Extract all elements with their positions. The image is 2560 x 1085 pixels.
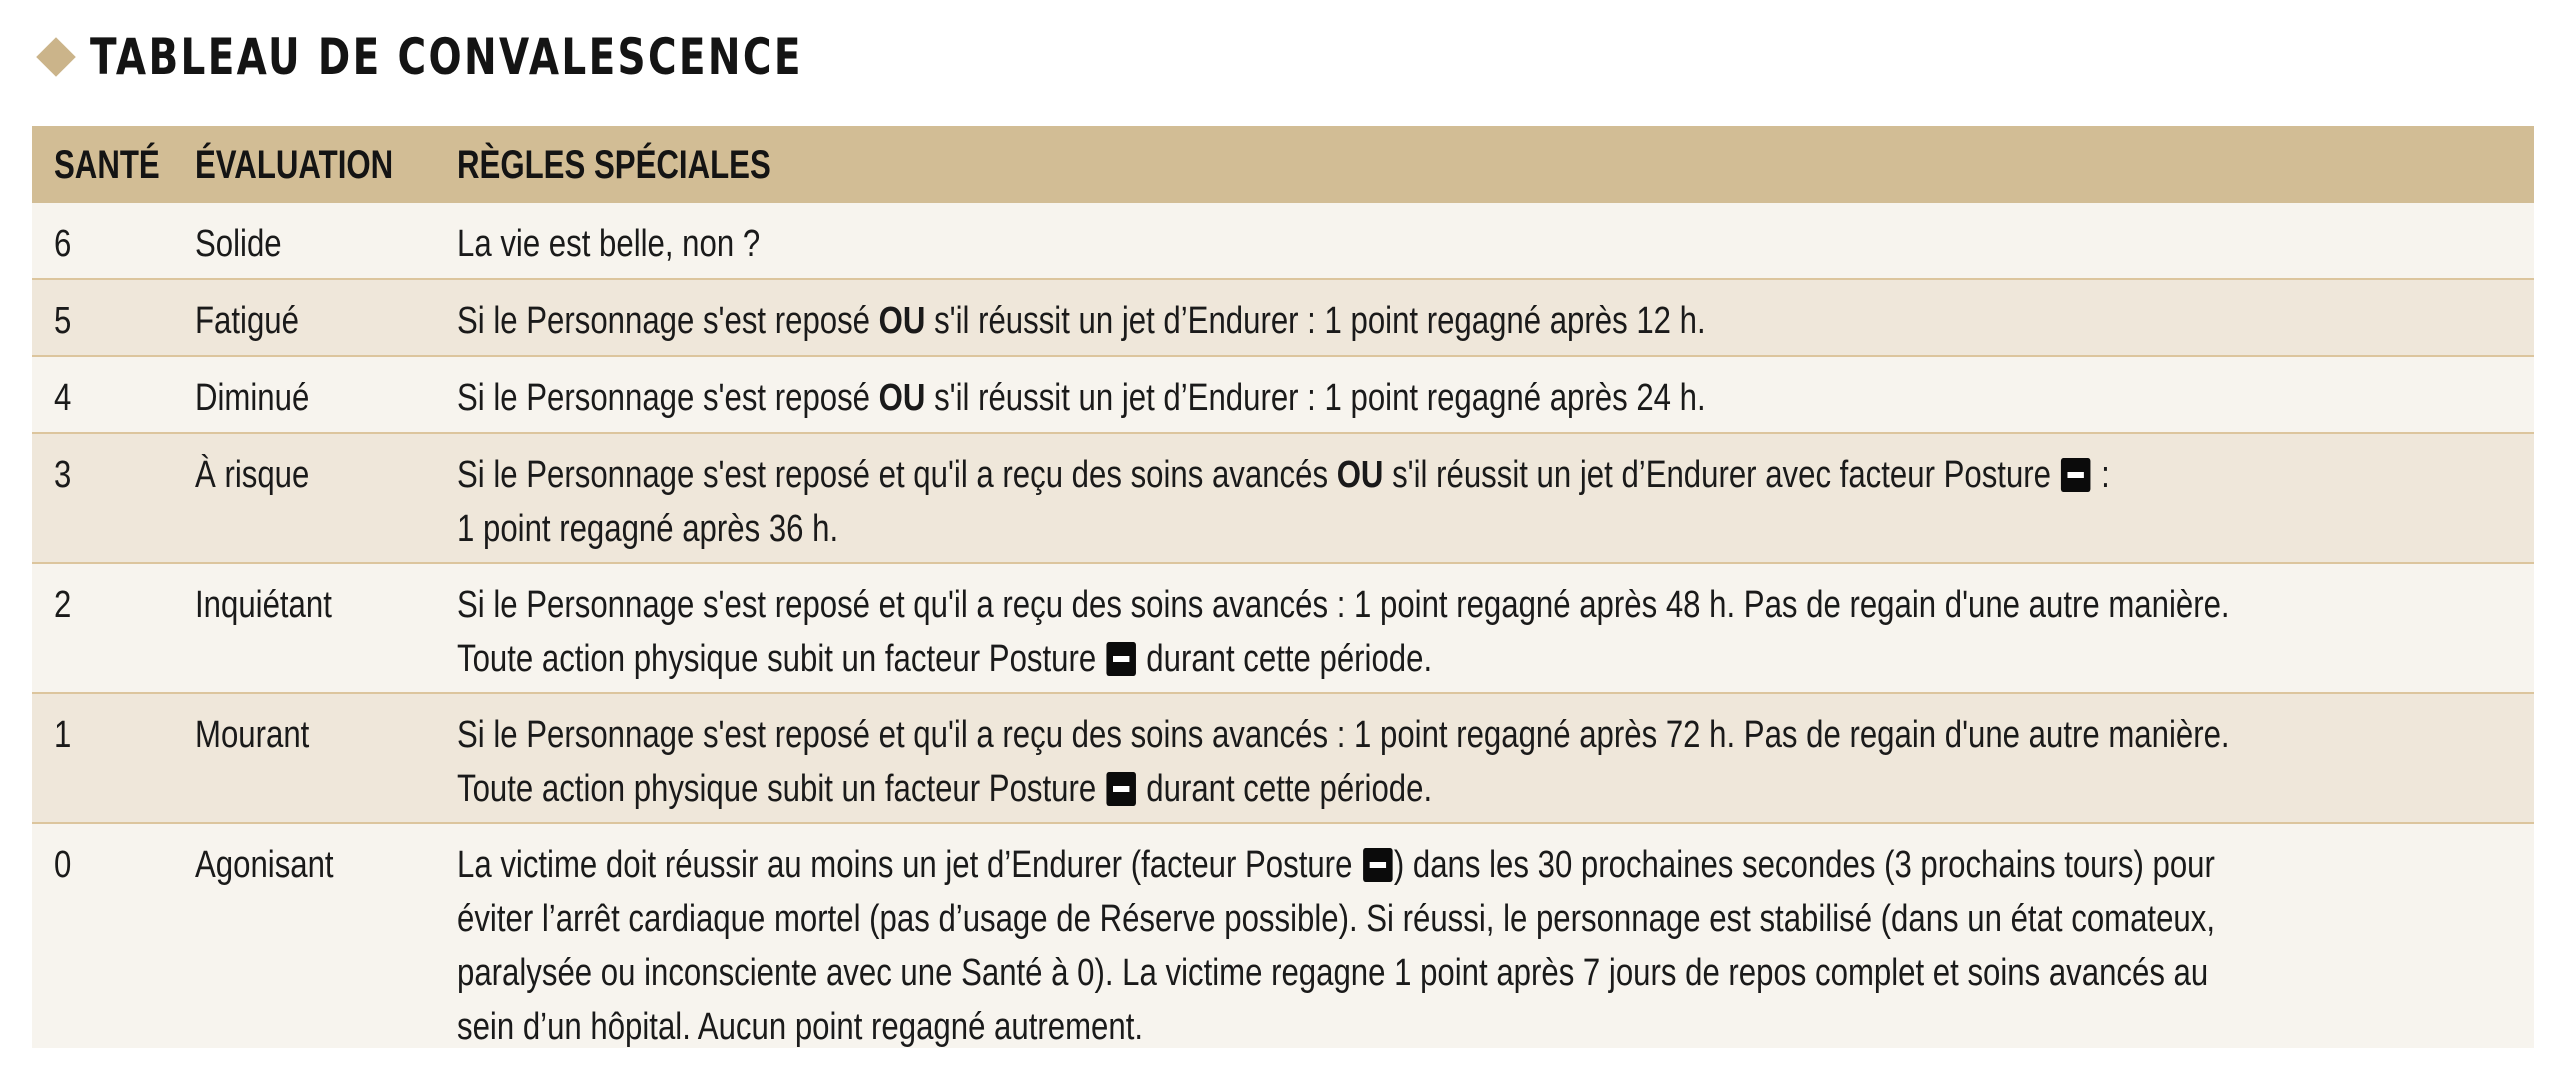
rule-text: Si le Personnage s'est reposé et qu'il a reçu des soins avancés : 1 point regagné après 72 h. Pas de regain d'une autre manière. (457, 714, 2230, 756)
column-header-evaluation: ÉVALUATION (195, 142, 394, 187)
sante-value: 0 (54, 844, 72, 886)
minus-icon (1363, 848, 1393, 882)
convalescence-table (32, 126, 2534, 1048)
sante-value: 2 (54, 584, 72, 626)
column-header-sante: SANTÉ (54, 142, 160, 187)
rule-text-line-2: 1 point regagné après 36 h. (457, 508, 839, 550)
rule-text-line-2: Toute action physique subit un facteur Posture durant cette période. (457, 768, 1433, 810)
table-row (32, 434, 2534, 564)
sante-value: 6 (54, 223, 72, 265)
section-title (34, 22, 1004, 92)
rule-text: Si le Personnage s'est reposé et qu'il a reçu des soins avancés OU s'il réussit un jet d’Endurer avec facteur Posture : (457, 454, 2110, 496)
sante-value: 5 (54, 300, 72, 342)
keyword-ou: OU (1336, 454, 1384, 496)
sante-value: 1 (54, 714, 72, 756)
rule-text-line-2: Toute action physique subit un facteur Posture durant cette période. (457, 638, 1433, 680)
evaluation-value: Mourant (195, 714, 310, 756)
evaluation-value: Inquiétant (195, 584, 332, 626)
evaluation-value: Agonisant (195, 844, 334, 886)
minus-icon (1106, 772, 1136, 806)
page-title: TABLEAU DE CONVALESCENCE (90, 28, 803, 86)
table-row (32, 694, 2534, 824)
evaluation-value: Fatigué (195, 300, 299, 342)
rule-text-line-3: paralysée ou inconsciente avec une Santé à 0). La victime regagne 1 point après 7 jours de repos complet et soins avancés au (457, 952, 2209, 994)
keyword-ou: OU (878, 377, 926, 419)
diamond-bullet-icon (36, 37, 76, 77)
evaluation-value: À risque (195, 454, 310, 496)
table-row (32, 824, 2534, 1048)
rule-text: La vie est belle, non ? (457, 223, 761, 265)
column-header-regles: RÈGLES SPÉCIALES (457, 142, 771, 187)
minus-icon (2061, 458, 2091, 492)
sante-value: 3 (54, 454, 72, 496)
rule-text: Si le Personnage s'est reposé OU s'il réussit un jet d’Endurer : 1 point regagné après 24 h. (457, 377, 1706, 419)
rule-text: La victime doit réussir au moins un jet d’Endurer (facteur Posture ) dans les 30 prochaines secondes (3 prochains tours) pour (457, 844, 2215, 886)
rule-text-line-2: éviter l’arrêt cardiaque mortel (pas d’usage de Réserve possible). Si réussi, le personnage est stabilisé (dans un état comateux, (457, 898, 2215, 940)
table-header (32, 126, 2534, 203)
rule-text: Si le Personnage s'est reposé OU s'il réussit un jet d’Endurer : 1 point regagné après 12 h. (457, 300, 1706, 342)
table-row (32, 357, 2534, 434)
minus-icon (1106, 642, 1136, 676)
table-row (32, 564, 2534, 694)
rule-text-line-4: sein d’un hôpital. Aucun point regagné autrement. (457, 1006, 1144, 1048)
evaluation-value: Diminué (195, 377, 310, 419)
sante-value: 4 (54, 377, 72, 419)
keyword-ou: OU (878, 300, 926, 342)
table-row (32, 203, 2534, 280)
evaluation-value: Solide (195, 223, 282, 265)
table-row (32, 280, 2534, 357)
rule-text: Si le Personnage s'est reposé et qu'il a reçu des soins avancés : 1 point regagné après 48 h. Pas de regain d'une autre manière. (457, 584, 2230, 626)
